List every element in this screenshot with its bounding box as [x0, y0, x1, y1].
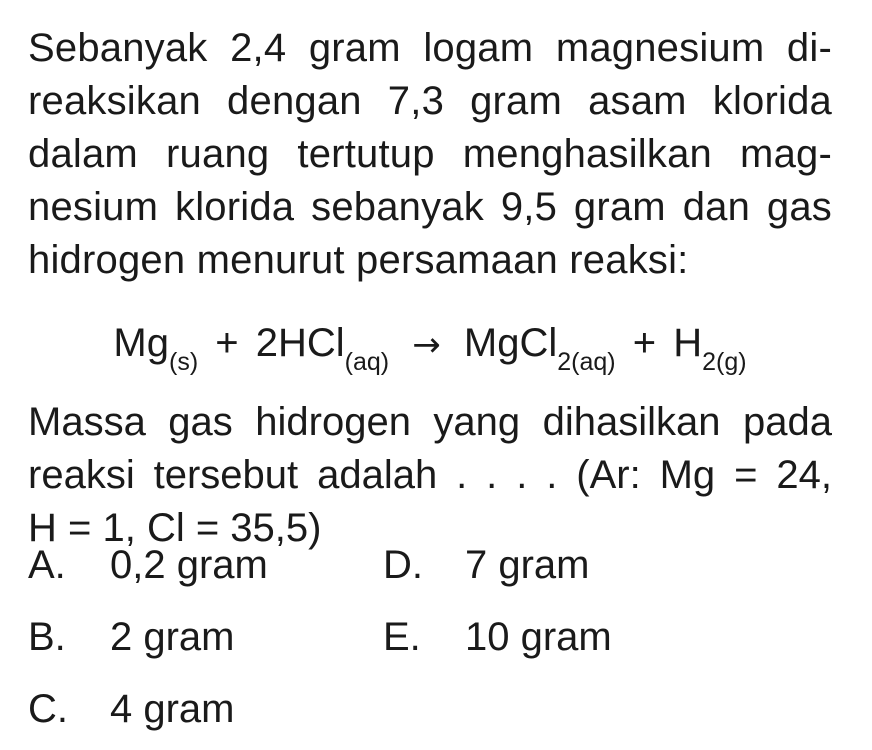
question-line: reaksikan dengan 7,3 gram asam klorida [28, 79, 832, 123]
question-line: dalam ruang tertutup menghasilkan mag- [28, 132, 832, 176]
option-letter: B. [28, 615, 66, 659]
option-text: 0,2 gram [110, 543, 268, 587]
reactant-hcl: 2HCl [255, 321, 345, 365]
option-text: 4 gram [110, 687, 235, 731]
option-letter: A. [28, 543, 66, 587]
question-line: hidrogen menurut persamaan reaksi: [28, 238, 689, 282]
question-line: Sebanyak 2,4 gram logam magnesium di- [28, 26, 832, 70]
option-d[interactable] [383, 540, 590, 590]
question-line: nesium klorida sebanyak 9,5 gram dan gas [28, 185, 832, 229]
option-text: 2 gram [110, 615, 235, 659]
product-h2: H [673, 321, 703, 365]
prompt-line: H = 1, Cl = 35,5) [28, 506, 322, 550]
question-text [28, 22, 832, 287]
option-b[interactable] [28, 612, 235, 662]
reactant-hcl-state: (aq) [344, 348, 390, 376]
option-letter: E. [383, 615, 421, 659]
product-mgcl2: MgCl [463, 321, 558, 365]
plus-sign: + [215, 321, 239, 365]
option-c[interactable] [28, 684, 235, 734]
reaction-equation [28, 313, 832, 378]
reactant-mg-state: (s) [169, 348, 199, 376]
prompt-line: reaksi tersebut adalah . . . . (Ar: Mg = 24, [28, 453, 832, 497]
question-prompt [28, 396, 832, 555]
product-mgcl2-state: 2(aq) [557, 348, 616, 376]
reactant-mg: Mg [113, 321, 169, 365]
option-text: 10 gram [465, 615, 612, 659]
option-a[interactable] [28, 540, 268, 590]
plus-sign: + [632, 321, 657, 365]
prompt-line: Massa gas hidrogen yang dihasilkan pada [28, 400, 832, 444]
product-h2-state: 2(g) [702, 348, 747, 376]
option-text: 7 gram [465, 543, 590, 587]
option-letter: C. [28, 687, 68, 731]
option-letter: D. [383, 543, 423, 587]
reaction-arrow-icon: → [412, 325, 441, 365]
option-e[interactable] [383, 612, 612, 662]
